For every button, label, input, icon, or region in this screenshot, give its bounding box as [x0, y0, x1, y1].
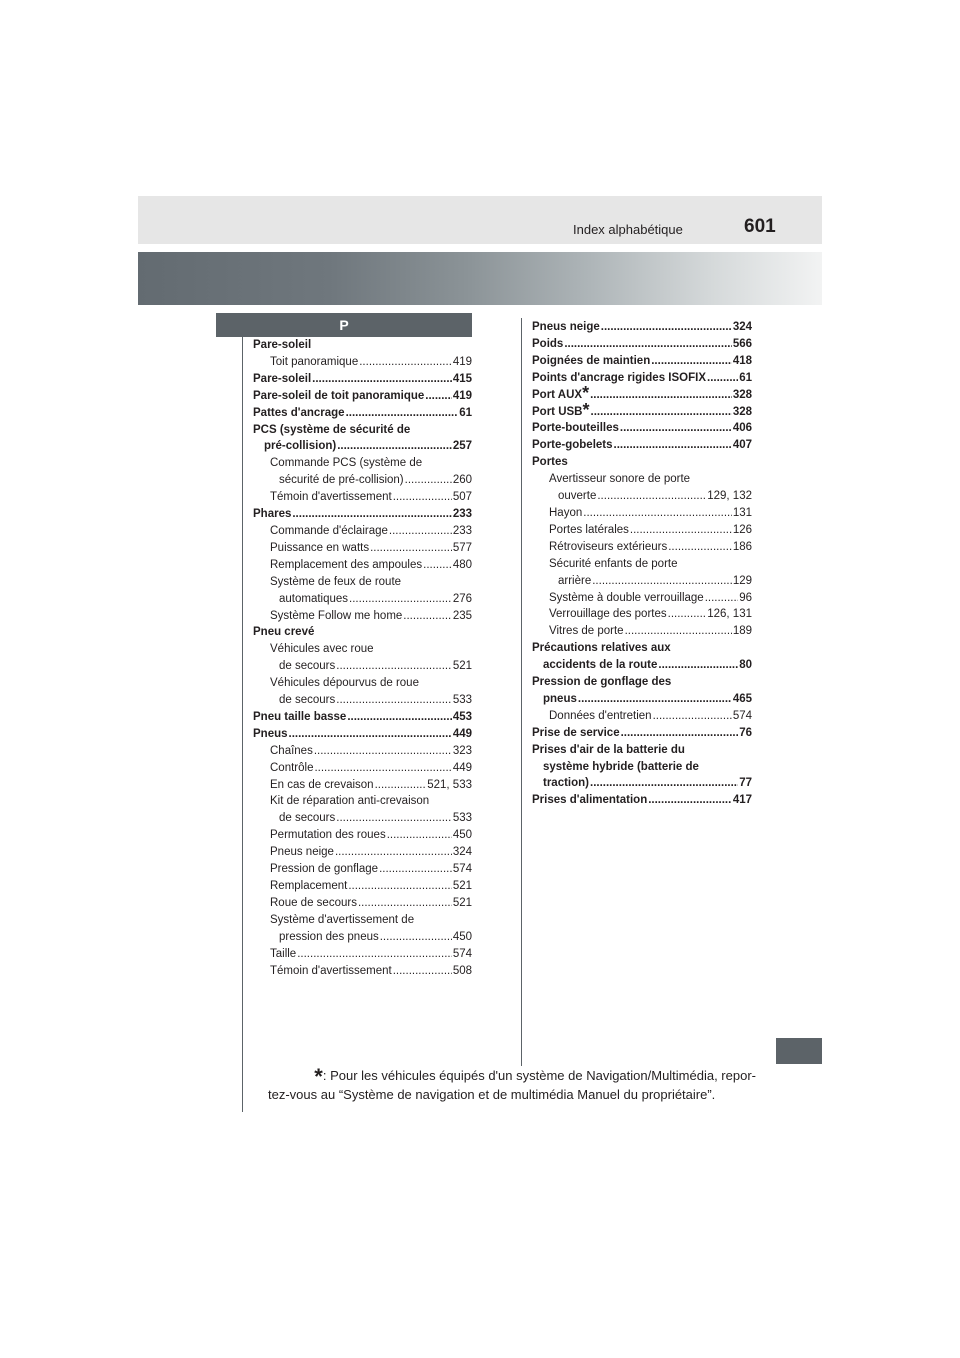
index-entry-page: 574 [732, 709, 752, 722]
dot-leader [583, 505, 732, 522]
index-entry-text: Chaînes [270, 744, 313, 757]
index-entry-page: 80 [739, 659, 752, 672]
index-entry [253, 422, 472, 439]
index-entry-text: Poids [532, 337, 564, 350]
index-entry [253, 743, 472, 760]
dot-leader [668, 606, 707, 623]
dot-leader [314, 760, 451, 777]
dot-leader [336, 810, 452, 827]
index-entry [253, 675, 472, 692]
index-entry [253, 354, 472, 371]
index-entry [253, 963, 472, 980]
index-entry-page: 419 [452, 355, 472, 368]
index-entry-text: Sécurité enfants de porte [549, 557, 678, 570]
index-entry-text: Portes [532, 456, 568, 469]
index-entry-text: Pneus neige [270, 846, 334, 859]
index-entry-page: 257 [452, 440, 472, 453]
index-entry-text: Véhicules dépourvus de roue [270, 677, 419, 690]
index-entry [532, 336, 752, 353]
index-entry-page: 233 [452, 508, 472, 521]
dot-leader [630, 522, 732, 539]
dot-leader [590, 387, 732, 404]
index-entry-page: 406 [732, 422, 752, 435]
index-entry-text: Taille [270, 947, 297, 960]
index-entry [532, 792, 752, 809]
index-entry [253, 912, 472, 929]
dot-leader [705, 590, 739, 607]
dot-leader [335, 844, 452, 861]
dot-leader [336, 692, 452, 709]
index-entry [532, 708, 752, 725]
index-entry [532, 370, 752, 387]
index-entry-page: 323 [452, 744, 472, 757]
index-entry-text: Prise de service [532, 726, 620, 739]
index-entry-page: 521 [452, 880, 472, 892]
index-column-left [253, 337, 472, 979]
index-entry-page: 324 [452, 846, 472, 859]
index-entry-text: Pneus [253, 727, 288, 740]
index-entry-text: accidents de la route [543, 659, 658, 672]
index-entry-page: 129 [732, 574, 752, 587]
index-entry-text: Témoin d'avertissement [270, 964, 392, 977]
index-entry-page: 417 [732, 794, 752, 807]
footnote-text-1: : Pour les véhicules équipés d'un système de Navigation/Multimédia, repor- [322, 1068, 756, 1083]
index-entry [253, 337, 472, 354]
dot-leader [358, 895, 452, 912]
index-entry-page: 450 [452, 930, 472, 943]
dot-leader [348, 878, 451, 895]
index-entry-text: Poignées de maintien [532, 354, 651, 367]
index-entry-text: Rétroviseurs extérieurs [549, 540, 668, 553]
index-entry-text: pré-collision) [264, 440, 337, 453]
index-entry-text: Hayon [549, 506, 583, 519]
index-entry [253, 557, 472, 574]
index-entry [532, 775, 752, 792]
index-entry [532, 759, 752, 776]
index-entry-text: Pression de gonflage [270, 863, 379, 876]
index-entry-text: Remplacement des ampoules [270, 558, 423, 571]
index-entry-page: 129, 132 [707, 490, 752, 503]
index-entry [532, 420, 752, 437]
index-entry [253, 388, 472, 405]
index-entry [253, 540, 472, 557]
dot-leader [597, 488, 706, 505]
index-entry-text: Port USB [532, 405, 583, 418]
index-entry-page: 260 [452, 474, 472, 487]
index-entry-text: Système à double verrouillage [549, 591, 704, 604]
index-entry-page: 574 [452, 947, 472, 960]
dot-leader [359, 354, 452, 371]
index-entry-text: traction) [543, 777, 589, 790]
dot-leader [620, 420, 732, 437]
index-entry [253, 810, 472, 827]
index-entry-text: Roue de secours [270, 896, 357, 909]
index-entry [532, 488, 752, 505]
index-entry-text: sécurité de pré-collision) [279, 474, 404, 487]
index-entry-text: arrière [558, 574, 592, 587]
index-entry [253, 591, 472, 608]
index-entry: Port AUX * ..... 328 [532, 387, 752, 404]
index-entry [532, 623, 752, 640]
index-entry-text: Pneus neige [532, 321, 600, 333]
index-entry [253, 709, 472, 726]
index-entry [253, 827, 472, 844]
index-entry-text: Portes latérales [549, 523, 629, 536]
index-entry [253, 438, 472, 455]
dot-leader [614, 437, 732, 454]
index-entry-page: 235 [452, 609, 472, 622]
index-entry-text: PCS (système de sécurité de [253, 423, 411, 436]
index-entry [253, 726, 472, 743]
index-entry-text: Système d'avertissement de [270, 913, 415, 926]
index-entry-text: Remplacement [270, 880, 348, 892]
index-entry-page: 419 [452, 389, 472, 402]
index-entry [532, 606, 752, 623]
index-entry-text: de secours [279, 660, 336, 673]
index-entry [253, 506, 472, 523]
index-entry-page: 61 [739, 371, 752, 384]
index-entry-text: Prises d'alimentation [532, 794, 648, 807]
index-entry [253, 929, 472, 946]
index-entry-text: Prises d'air de la batterie du [532, 743, 685, 756]
index-entry-text: Pression de gonflage des [532, 676, 672, 689]
index-entry-text: Contrôle [270, 761, 314, 774]
index-entry [532, 742, 752, 759]
index-entry [253, 844, 472, 861]
index-entry-text: Commande PCS (système de [270, 457, 423, 470]
dot-leader [393, 489, 452, 506]
footnote-asterisk: * [314, 1064, 323, 1089]
dot-leader [601, 319, 732, 336]
index-entry-page: 126 [732, 523, 752, 536]
index-entry-text: Pare-soleil [253, 339, 312, 351]
index-entry-page: 328 [732, 405, 752, 418]
index-entry [253, 878, 472, 895]
index-entry-text: Pneu crevé [253, 626, 315, 639]
page-number: 601 [744, 216, 776, 237]
index-entry-text: de secours [279, 694, 336, 707]
index-entry [532, 674, 752, 691]
chapter-thumb-tab [776, 1038, 822, 1064]
index-entry [253, 624, 472, 641]
index-entry-page: 126, 131 [707, 608, 752, 621]
index-entry-page: 521 [452, 896, 472, 909]
index-entry [253, 523, 472, 540]
index-entry-text: Véhicules avec roue [270, 643, 374, 656]
index-column-right [532, 319, 752, 809]
dot-leader [292, 506, 451, 523]
dot-leader [425, 388, 452, 405]
index-entry [532, 691, 752, 708]
dot-leader [403, 608, 452, 625]
index-entry-page: 577 [452, 541, 472, 554]
index-entry-text: pneus [543, 692, 577, 705]
dot-leader [346, 405, 459, 422]
index-entry [532, 522, 752, 539]
dot-leader [591, 404, 732, 421]
index-entry-page: 76 [739, 726, 752, 739]
index-entry-text: Commande d'éclairage [270, 524, 388, 537]
footnote-line-1 [268, 1064, 756, 1089]
index-entry-page: 449 [452, 761, 472, 774]
index-entry [532, 725, 752, 742]
index-entry-text: ouverte [558, 490, 597, 503]
index-entry-text: Porte-gobelets [532, 439, 613, 452]
index-entry-text: Pare-soleil [253, 372, 312, 385]
index-entry-page: 189 [732, 625, 752, 638]
index-entry [253, 574, 472, 591]
dot-leader [621, 725, 739, 742]
dot-leader [375, 777, 427, 794]
index-entry [253, 895, 472, 912]
index-entry-page: 465 [732, 692, 752, 705]
footnote-line-2: tez-vous au “Système de navigation et de multimédia Manuel du propriétaire”. [268, 1087, 716, 1102]
dot-leader [592, 573, 732, 590]
index-entry-text: Permutation des roues [270, 829, 386, 842]
index-entry-text: Système Follow me home [270, 609, 403, 622]
left-column-divider [242, 337, 243, 1112]
index-entry-page: 521, 533 [427, 778, 472, 791]
dot-leader [387, 827, 452, 844]
dot-leader [590, 775, 738, 792]
index-entry [532, 640, 752, 657]
index-entry-text: Système de feux de route [270, 575, 402, 588]
dot-leader [625, 623, 732, 640]
index-entry-page: 324 [732, 321, 752, 333]
index-entry-text: Toit panoramique [270, 355, 359, 368]
dot-leader [312, 371, 452, 388]
index-entry [253, 793, 472, 810]
index-entry [253, 777, 472, 794]
dot-leader [405, 472, 452, 489]
dot-leader [349, 591, 452, 608]
index-entry-text: Pattes d'ancrage [253, 406, 345, 419]
index-entry [253, 946, 472, 963]
index-entry [253, 760, 472, 777]
index-entry-text: de secours [279, 812, 336, 825]
index-entry-text: Puissance en watts [270, 541, 370, 554]
index-entry-page: 566 [732, 337, 752, 350]
dot-leader [578, 691, 732, 708]
dot-leader [564, 336, 732, 353]
index-entry [532, 353, 752, 370]
index-entry-text: automatiques [279, 592, 349, 605]
index-entry [253, 455, 472, 472]
index-entry-text: Points d'ancrage rigides ISOFIX [532, 371, 706, 384]
index-entry [253, 405, 472, 422]
index-entry [532, 471, 752, 488]
index-entry-page: 480 [452, 558, 472, 571]
index-entry-page: 186 [732, 540, 752, 553]
index-entry [532, 539, 752, 556]
index-entry-text: système hybride (batterie de [543, 760, 699, 773]
dot-leader [668, 539, 732, 556]
index-entry-text: Verrouillage des portes [549, 608, 667, 621]
index-entry [253, 641, 472, 658]
index-entry-page: 450 [452, 829, 472, 842]
index-entry-text: Pare-soleil de toit panoramique [253, 389, 425, 402]
index-entry [253, 371, 472, 388]
index-entry-page: 507 [452, 491, 472, 504]
index-entry-text: Avertisseur sonore de porte [549, 473, 691, 486]
dot-leader [379, 861, 452, 878]
index-entry-text: En cas de crevaison [270, 778, 374, 791]
index-entry-page: 328 [732, 388, 752, 401]
index-entry [532, 319, 752, 336]
index-entry [532, 437, 752, 454]
index-entry-page: 61 [459, 406, 472, 419]
dot-leader [337, 438, 452, 455]
index-entry-text: Port AUX [532, 388, 583, 401]
dot-leader [347, 709, 451, 726]
index-entry-page: 407 [732, 439, 752, 452]
index-entry-text: Pneu taille basse [253, 710, 347, 723]
index-entry-text: Précautions relatives aux [532, 642, 671, 655]
index-entry-page: 418 [732, 354, 752, 367]
index-entry-page: 574 [452, 863, 472, 876]
section-letter-tab: P [216, 313, 472, 337]
index-entry-page: 96 [739, 591, 752, 604]
dot-leader [658, 657, 738, 674]
index-entry [532, 556, 752, 573]
index-entry [532, 505, 752, 522]
dot-leader [314, 743, 452, 760]
index-entry [532, 590, 752, 607]
decorative-gradient-band [138, 252, 822, 305]
index-entry [253, 861, 472, 878]
index-entry-text: Données d'entretien [549, 709, 652, 722]
index-entry [532, 573, 752, 590]
index-entry-page: 533 [452, 694, 472, 707]
dot-leader [653, 708, 732, 725]
dot-leader [389, 523, 452, 540]
index-entry [253, 658, 472, 675]
index-entry-page: 533 [452, 812, 472, 825]
index-entry [253, 692, 472, 709]
index-entry-text: pression des pneus [279, 930, 379, 943]
dot-leader [423, 557, 452, 574]
index-entry [253, 489, 472, 506]
index-entry: Port USB * ..... 328 [532, 404, 752, 421]
dot-leader [393, 963, 452, 980]
dot-leader [336, 658, 452, 675]
index-entry-text: Porte-bouteilles [532, 422, 619, 435]
index-entry-page: 233 [452, 524, 472, 537]
index-entry-page: 77 [739, 777, 752, 790]
dot-leader [380, 929, 452, 946]
index-entry [532, 657, 752, 674]
index-entry-page: 508 [452, 964, 472, 977]
index-entry-page: 415 [452, 372, 472, 385]
index-entry [253, 472, 472, 489]
dot-leader [648, 792, 732, 809]
index-entry-text: Phares [253, 508, 292, 521]
index-entry-text: Kit de réparation anti-crevaison [270, 795, 430, 808]
index-entry [253, 608, 472, 625]
footnote [268, 1066, 756, 1104]
index-entry-page: 449 [452, 727, 472, 740]
page-title: Index alphabétique [573, 222, 683, 237]
index-entry-page: 276 [452, 592, 472, 605]
index-entry-text: Témoin d'avertissement [270, 491, 392, 504]
dot-leader [651, 353, 732, 370]
center-column-divider [521, 318, 522, 1066]
index-entry-text: Vitres de porte [549, 625, 624, 638]
index-entry-page: 453 [452, 710, 472, 723]
dot-leader [370, 540, 452, 557]
dot-leader [707, 370, 738, 387]
index-entry-page: 521 [452, 660, 472, 673]
index-entry-page: 131 [732, 506, 752, 519]
dot-leader [297, 946, 452, 963]
header-band [138, 196, 822, 244]
index-entry [532, 454, 752, 471]
dot-leader [289, 726, 452, 743]
